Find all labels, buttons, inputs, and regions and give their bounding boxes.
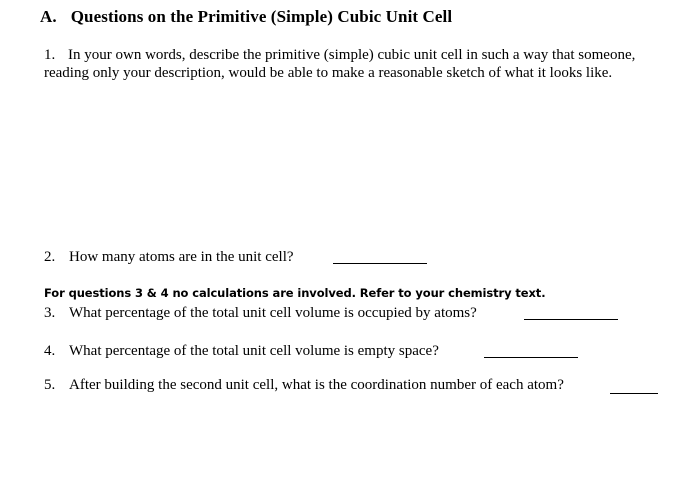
question-1-number: 1. <box>44 47 56 63</box>
question-4-answer-blank[interactable] <box>484 357 578 358</box>
question-4-text: What percentage of the total unit cell volume is empty space? <box>69 343 439 359</box>
question-3 <box>44 304 477 322</box>
question-4-number: 4. <box>44 343 56 359</box>
question-3-number: 3. <box>44 305 56 321</box>
section-letter: A. <box>40 7 57 26</box>
question-2-answer-blank[interactable] <box>333 263 427 264</box>
section-title: Questions on the Primitive (Simple) Cubic Unit Cell <box>70 7 453 26</box>
question-5-answer-blank[interactable] <box>610 393 658 394</box>
section-heading <box>40 7 452 27</box>
question-3-text: What percentage of the total unit cell volume is occupied by atoms? <box>69 305 477 321</box>
question-4 <box>44 342 439 360</box>
question-5-text: After building the second unit cell, what is the coordination number of each atom? <box>69 377 564 393</box>
question-3-answer-blank[interactable] <box>524 319 618 320</box>
calculation-note: For questions 3 & 4 no calculations are involved. Refer to your chemistry text. <box>44 286 546 300</box>
question-1 <box>44 46 635 64</box>
question-2-text: How many atoms are in the unit cell? <box>69 249 294 265</box>
question-5 <box>44 376 564 394</box>
question-5-number: 5. <box>44 377 56 393</box>
question-2-number: 2. <box>44 249 56 265</box>
question-1-text-line-2: reading only your description, would be able to make a reasonable sketch of what it looks like. <box>44 65 613 81</box>
question-1-text-line-1: In your own words, describe the primitive (simple) cubic unit cell in such a way that someone, <box>68 47 636 63</box>
question-2 <box>44 248 294 266</box>
